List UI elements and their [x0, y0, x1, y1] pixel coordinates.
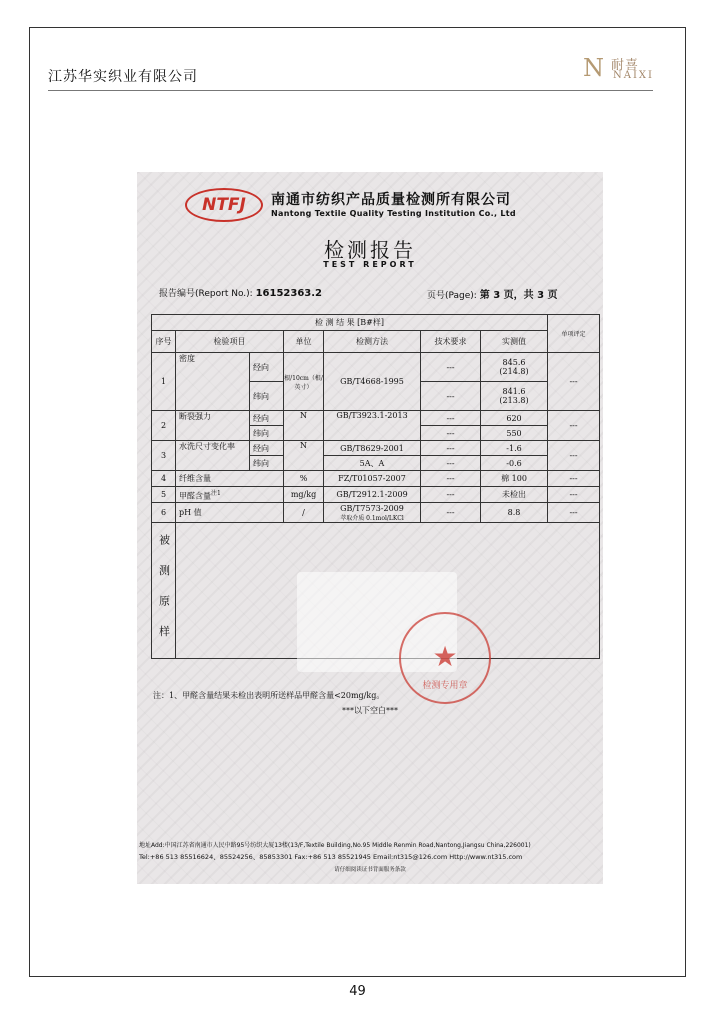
row1-val2a: 841.6 [502, 387, 526, 396]
brand-mark: N [583, 54, 604, 82]
logo-text: NTFJ [202, 195, 246, 215]
col-method: 检测方法 [324, 331, 421, 353]
row1-val2 [481, 382, 548, 411]
report-page [427, 286, 558, 301]
stamp-text: 检测专用章 [422, 681, 468, 691]
row1-sub1: 经向 [250, 353, 284, 382]
row6-seq: 6 [152, 503, 176, 523]
report-title: 检测报告 [324, 238, 416, 262]
row2-judge: --- [548, 411, 600, 441]
row5-item: 甲醛含量 [179, 491, 211, 501]
col-judge: 单项评定 [548, 315, 600, 353]
row6-method-cell [324, 503, 421, 523]
row6-judge: --- [548, 503, 600, 523]
institution-contact: Tel:+86 513 85516624、85524256、85853301 Fax:+86 513 85521945 Email:nt315@126.com Http://www.nt315.com [139, 853, 523, 861]
row4-judge: --- [548, 471, 600, 487]
sample-label: 被 测 原 样 [157, 534, 171, 645]
brand-logo [583, 50, 663, 88]
row3-req1: --- [421, 441, 481, 456]
col-item: 检验项目 [176, 331, 284, 353]
row1-val1a: 845.6 [502, 358, 526, 367]
row5-val: 未检出 [481, 487, 548, 503]
report-no-label: 报告编号(Report No.): [159, 289, 253, 299]
row3-seq: 3 [152, 441, 176, 471]
row1-item: 密度 [176, 353, 250, 411]
row1-judge: --- [548, 353, 600, 411]
row2-item: 断裂强力 [176, 411, 250, 441]
stamp-star-icon: ★ [432, 640, 458, 673]
row4-method: FZ/T01057-2007 [324, 471, 421, 487]
row4-req: --- [421, 471, 481, 487]
report-subtitle: TEST REPORT [323, 260, 417, 269]
col-unit: 单位 [284, 331, 324, 353]
test-report-sheet [137, 172, 603, 884]
row5-unit: mg/kg [284, 487, 324, 503]
row2-val1: 620 [481, 411, 548, 426]
blank-marker: ***以下空白*** [342, 706, 398, 715]
report-footer: 请仔细阅读证书背面服务条款 [334, 867, 406, 873]
row5-req: --- [421, 487, 481, 503]
row1-val1b: (214.8) [499, 367, 529, 376]
row1-seq: 1 [152, 353, 176, 411]
row4-item: 纤维含量 [176, 471, 284, 487]
row3-req2: --- [421, 456, 481, 471]
institution-address: 地址Add:中国江苏省南通市人民中路95号纺织大厦13楼(13/F,Textile Building,No.95 Middle Renmin Road,Nantong,Jiangsu China,226001) [139, 842, 531, 849]
row4-seq: 4 [152, 471, 176, 487]
company-name: 江苏华实织业有限公司 [48, 69, 198, 85]
sample-label-cell [152, 523, 176, 659]
ntfj-logo [185, 188, 263, 222]
official-stamp [399, 612, 491, 704]
row1-unit: 根/10cm（根/英寸） [284, 353, 324, 411]
row3-val2: -0.6 [481, 456, 548, 471]
row2-unit: N [284, 411, 324, 441]
page-value: 第 3 页，共 3 页 [479, 290, 558, 301]
row1-val2b: (213.8) [499, 396, 529, 405]
row6-unit: / [284, 503, 324, 523]
brand-en: NAIXI [613, 70, 654, 81]
row1-method: GB/T4668-1995 [324, 353, 421, 411]
header-divider [48, 90, 653, 91]
row6-req: --- [421, 503, 481, 523]
col-seq: 序号 [152, 331, 176, 353]
table-title: 检 测 结 果 [B#样] [152, 315, 548, 331]
col-value: 实测值 [481, 331, 548, 353]
row4-val: 棉 100 [481, 471, 548, 487]
row2-method: GB/T3923.1-2013 [324, 411, 421, 441]
row5-sup: 注1 [211, 489, 221, 497]
row1-req1: --- [421, 353, 481, 382]
row2-req1: --- [421, 411, 481, 426]
report-number [159, 286, 322, 299]
row6-method-note: 萃取介质 0.1mol/LKCl [340, 514, 404, 522]
institution-en: Nantong Textile Quality Testing Institution Co., Ltd [271, 209, 516, 218]
row2-sub1: 经向 [250, 411, 284, 426]
institution-cn: 南通市纺织产品质量检测所有限公司 [271, 192, 511, 208]
row6-item: pH 值 [176, 503, 284, 523]
row3-unit: N [284, 441, 324, 471]
row2-seq: 2 [152, 411, 176, 441]
page-label: 页号(Page): [427, 291, 477, 301]
row4-unit: % [284, 471, 324, 487]
report-note: 注：1、甲醛含量结果未检出表明所送样品甲醛含量<20mg/kg。 [153, 691, 385, 700]
report-no-value: 16152363.2 [255, 288, 322, 299]
row1-req2: --- [421, 382, 481, 411]
col-req: 技术要求 [421, 331, 481, 353]
row5-seq: 5 [152, 487, 176, 503]
row6-val: 8.8 [481, 503, 548, 523]
row3-judge: --- [548, 441, 600, 471]
row3-method1: GB/T8629-2001 [324, 441, 421, 456]
row2-val2: 550 [481, 426, 548, 441]
row3-sub2: 纬向 [250, 456, 284, 471]
row3-method2: 5A、A [324, 456, 421, 471]
brand-cn: 耐喜 [611, 58, 640, 73]
row3-sub1: 经向 [250, 441, 284, 456]
row2-sub2: 纬向 [250, 426, 284, 441]
row3-item: 水洗尺寸变化率 [176, 441, 250, 471]
row1-val1 [481, 353, 548, 382]
row2-req2: --- [421, 426, 481, 441]
row5-judge: --- [548, 487, 600, 503]
row5-item-cell [176, 487, 284, 503]
row1-sub2: 纬向 [250, 382, 284, 411]
row6-method: GB/T7573-2009 [340, 503, 404, 513]
row5-method: GB/T2912.1-2009 [324, 487, 421, 503]
row3-val1: -1.6 [481, 441, 548, 456]
page-number: 49 [349, 984, 366, 999]
